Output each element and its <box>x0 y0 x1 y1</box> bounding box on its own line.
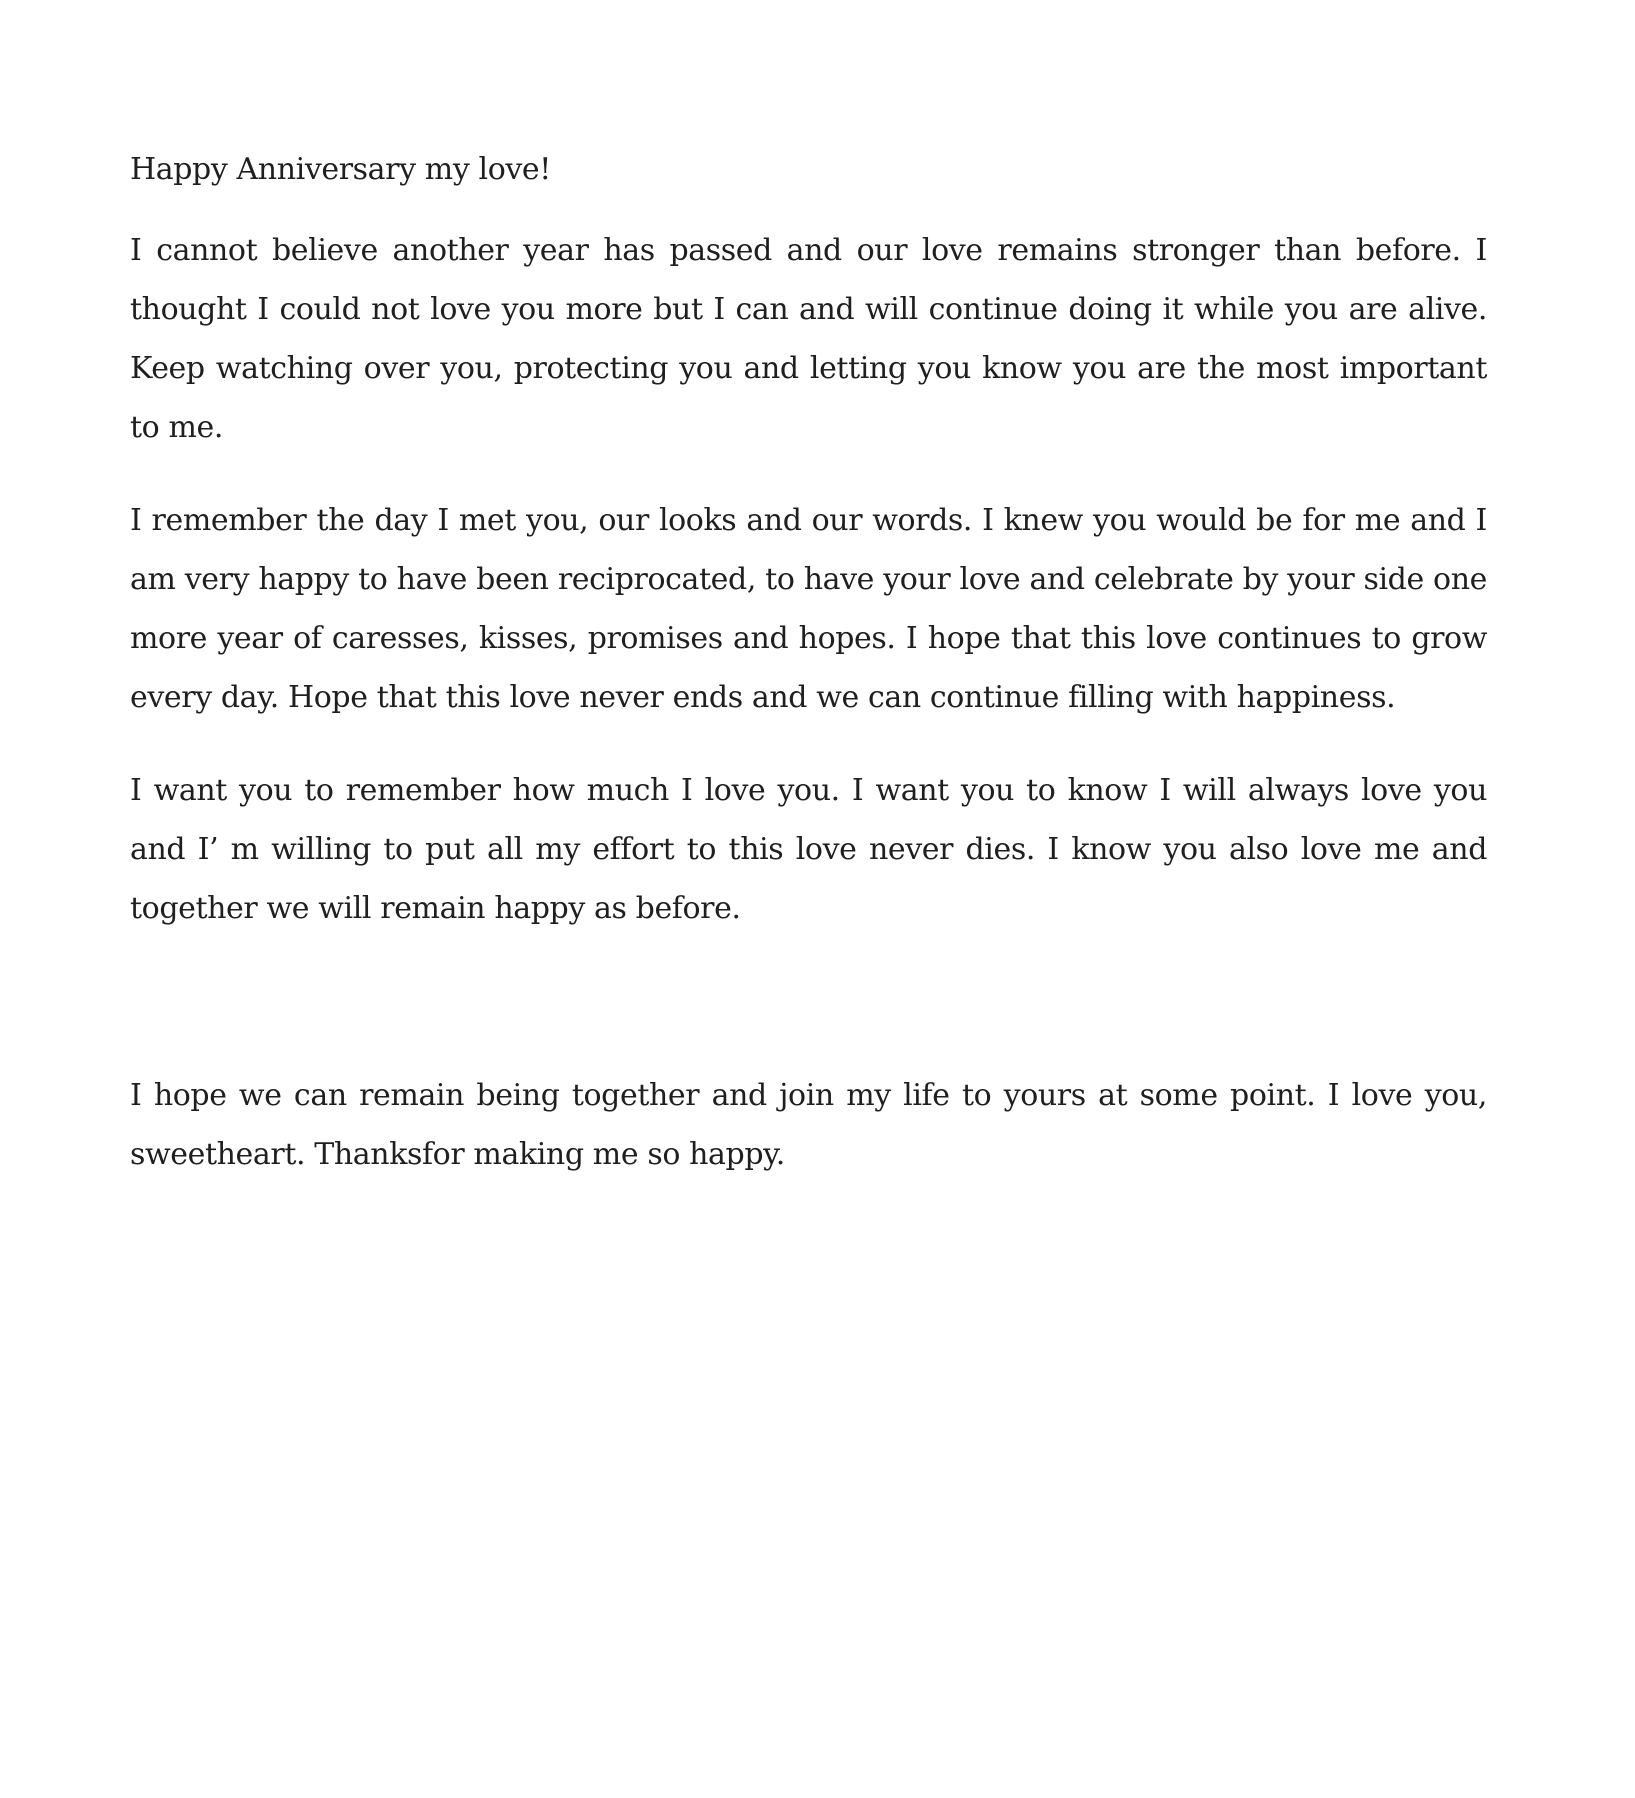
letter-body <box>130 140 1487 1218</box>
letter-paragraph-1: I cannot believe another year has passed and our love remains stronger than before. I thought I could not love you more but I can and will continue doing it while you are alive. Keep watching over you, protecting you and letting you know you are the most important to me. <box>130 233 1487 445</box>
letter-paragraph-2: I remember the day I met you, our looks and our words. I knew you would be for me and I am very happy to have been reciprocated, to have your love and celebrate by your side one more year of caresses, kisses, promises and hopes. I hope that this love continues to grow every day. Hope that this love never ends and we can continue filling with happiness. <box>130 503 1487 715</box>
letter-paragraph-3: I want you to remember how much I love you. I want you to know I will always love you and I’ m willing to put all my effort to this love never dies. I know you also love me and together we will remain happy as before. <box>130 773 1487 926</box>
letter-greeting: Happy Anniversary my love! <box>130 152 551 187</box>
letter-closing-paragraph: I hope we can remain being together and join my life to yours at some point. I love you, sweetheart. Thanksfor making me so happy. <box>130 1078 1487 1172</box>
